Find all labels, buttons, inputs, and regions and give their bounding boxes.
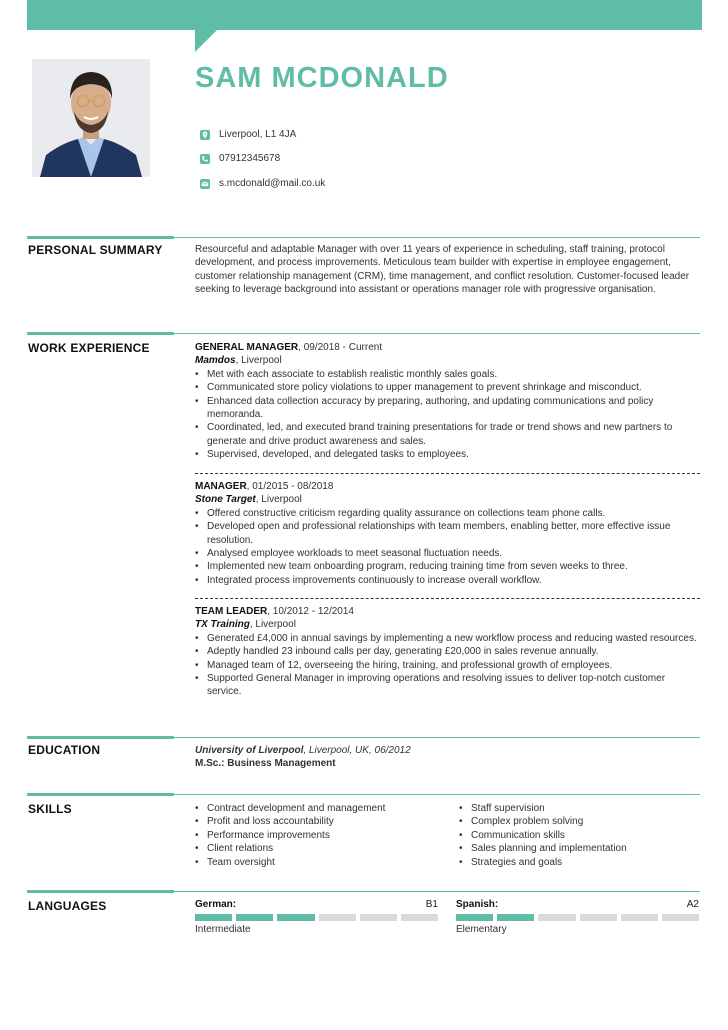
email-icon [200, 179, 210, 189]
section-divider [174, 237, 700, 238]
profile-photo [32, 59, 150, 177]
job-heading [195, 480, 700, 493]
job-location: , Liverpool [249, 619, 296, 631]
job-company: Stone Target [195, 494, 256, 506]
job-bullet: • Adeptly handled 23 inbound calls per day, generating £20,000 in sales revenue annually. [207, 645, 700, 658]
skill-item: • Complex problem solving [471, 815, 627, 828]
language-name: Spanish: [456, 899, 499, 910]
proficiency-segment-empty [662, 914, 699, 921]
section-divider [174, 333, 700, 334]
job-bullet: • Supported General Manager in improving operations and resolving issues to deliver top-notch customer service. [207, 672, 700, 699]
job-title: MANAGER [195, 481, 247, 492]
language-name: German: [195, 899, 237, 910]
contact-phone-text: 07912345678 [219, 153, 281, 164]
language-german [195, 899, 438, 935]
skill-item: • Contract development and management [207, 802, 385, 815]
job-title: TEAM LEADER [195, 606, 268, 617]
job-bullets [195, 368, 700, 462]
job-bullet: • Communicated store policy violations to upper management to prevent shrinkage and misconduct. [207, 381, 700, 394]
job-bullet: • Analysed employee workloads to meet seasonal fluctuation needs. [207, 547, 700, 560]
section-divider [174, 794, 700, 795]
job-company: Mamdos [195, 355, 236, 367]
job-bullets [195, 632, 700, 699]
section-divider-accent [27, 890, 174, 893]
proficiency-segment-empty [621, 914, 658, 921]
language-level: Elementary [456, 924, 507, 935]
job-entry [195, 605, 700, 699]
proficiency-segment-filled [236, 914, 273, 921]
location-pin-icon [200, 130, 210, 140]
skill-item: • Staff supervision [471, 802, 627, 815]
contact-location [200, 129, 296, 140]
job-bullet: • Integrated process improvements continuously to increase overall workflow. [207, 574, 700, 587]
job-dates: , 10/2012 - 12/2014 [267, 606, 354, 617]
section-divider [174, 891, 700, 892]
job-entry [195, 341, 700, 462]
job-bullet: • Supervised, developed, and delegated tasks to employees. [207, 448, 700, 461]
section-title-languages: LANGUAGES [28, 899, 107, 913]
section-divider-accent [27, 793, 174, 796]
section-divider-accent [27, 332, 174, 335]
job-heading [195, 341, 700, 354]
skill-item: • Communication skills [471, 829, 627, 842]
skill-item: • Sales planning and implementation [471, 842, 627, 855]
section-title-education: EDUCATION [28, 743, 101, 757]
phone-icon [200, 154, 210, 164]
job-dates: , 01/2015 - 08/2018 [246, 481, 334, 492]
job-location: , Liverpool [235, 355, 282, 367]
contact-phone [200, 153, 280, 164]
contact-email-text: s.mcdonald@mail.co.uk [219, 178, 326, 189]
skill-item: • Client relations [207, 842, 385, 855]
job-title: GENERAL MANAGER [195, 342, 299, 353]
education-degree-line [195, 757, 411, 770]
language-code: B1 [425, 899, 438, 910]
job-bullets [195, 507, 700, 587]
language-proficiency-bar [456, 914, 699, 921]
proficiency-segment-empty [401, 914, 438, 921]
section-title-work: WORK EXPERIENCE [28, 341, 150, 355]
skill-item: • Team oversight [207, 856, 385, 869]
contact-location-text: Liverpool, L1 4JA [219, 129, 297, 140]
education-details: , Liverpool, UK, 06/2012 [303, 745, 411, 756]
proficiency-segment-filled [497, 914, 534, 921]
section-title-summary: PERSONAL SUMMARY [28, 243, 163, 257]
job-entry [195, 480, 700, 587]
skills-column-left [195, 802, 385, 869]
job-separator [195, 598, 700, 599]
skill-item: • Strategies and goals [471, 856, 627, 869]
language-spanish [456, 899, 699, 935]
education-degree: M.Sc. [195, 758, 222, 770]
skill-item: • Profit and loss accountability [207, 815, 385, 828]
job-dates: , 09/2018 - Current [298, 342, 383, 353]
job-company: TX Training [195, 619, 250, 631]
section-divider-accent [27, 736, 174, 739]
education-school: University of Liverpool [195, 745, 304, 756]
job-bullet: • Implemented new team onboarding program, reducing training time from seven weeks to three. [207, 560, 700, 573]
job-bullet: • Developed open and professional relationships with team members, enabling better, more effective issue resolution. [207, 520, 700, 547]
proficiency-segment-empty [538, 914, 575, 921]
education-school-line [195, 744, 411, 757]
job-bullet: • Offered constructive criticism regarding quality assurance on collections team phone calls. [207, 507, 700, 520]
job-location: , Liverpool [255, 494, 302, 506]
summary-text: Resourceful and adaptable Manager with over 11 years of experience in scheduling, staff training, protocol development, and process improvements. Meticulous team builder with expertise in employee engagement, customer relationship management (CRM), time management, and conflict resolution. Customer-focused leader seeking to leverage background into assistant or operations manager role with progressive organisation. [195, 244, 690, 296]
job-separator [195, 473, 700, 474]
job-bullet: • Enhanced data collection accuracy by preparing, authoring, and updating communications and policy memoranda. [207, 395, 700, 422]
job-bullet: • Generated £4,000 in annual savings by implementing a new workflow process and reducing wasted resources. [207, 632, 700, 645]
section-title-skills: SKILLS [28, 802, 72, 816]
job-bullet: • Met with each associate to establish realistic monthly sales goals. [207, 368, 700, 381]
section-divider-accent [27, 236, 174, 239]
job-employer [195, 618, 700, 631]
language-level: Intermediate [195, 924, 251, 935]
job-heading [195, 605, 700, 618]
skills-column-right [459, 802, 627, 869]
top-accent-bar [27, 0, 702, 30]
proficiency-segment-empty [580, 914, 617, 921]
language-code: A2 [686, 899, 699, 910]
section-divider [174, 737, 700, 738]
education-field: : Business Management [221, 758, 336, 770]
language-proficiency-bar [195, 914, 438, 921]
education-entry [195, 744, 411, 771]
contact-email [200, 178, 325, 189]
proficiency-segment-empty [360, 914, 397, 921]
candidate-name: SAM MCDONALD [195, 62, 449, 94]
job-bullet: • Coordinated, led, and executed brand training presentations for trade or trend shows and new partners to generate and drive product awareness and sales. [207, 421, 700, 448]
job-employer [195, 493, 700, 506]
proficiency-segment-filled [456, 914, 493, 921]
job-employer [195, 354, 700, 367]
accent-notch [195, 30, 217, 52]
proficiency-segment-filled [277, 914, 314, 921]
job-bullet: • Managed team of 12, overseeing the hiring, training, and professional growth of employees. [207, 659, 700, 672]
proficiency-segment-empty [319, 914, 356, 921]
skill-item: • Performance improvements [207, 829, 385, 842]
proficiency-segment-filled [195, 914, 232, 921]
